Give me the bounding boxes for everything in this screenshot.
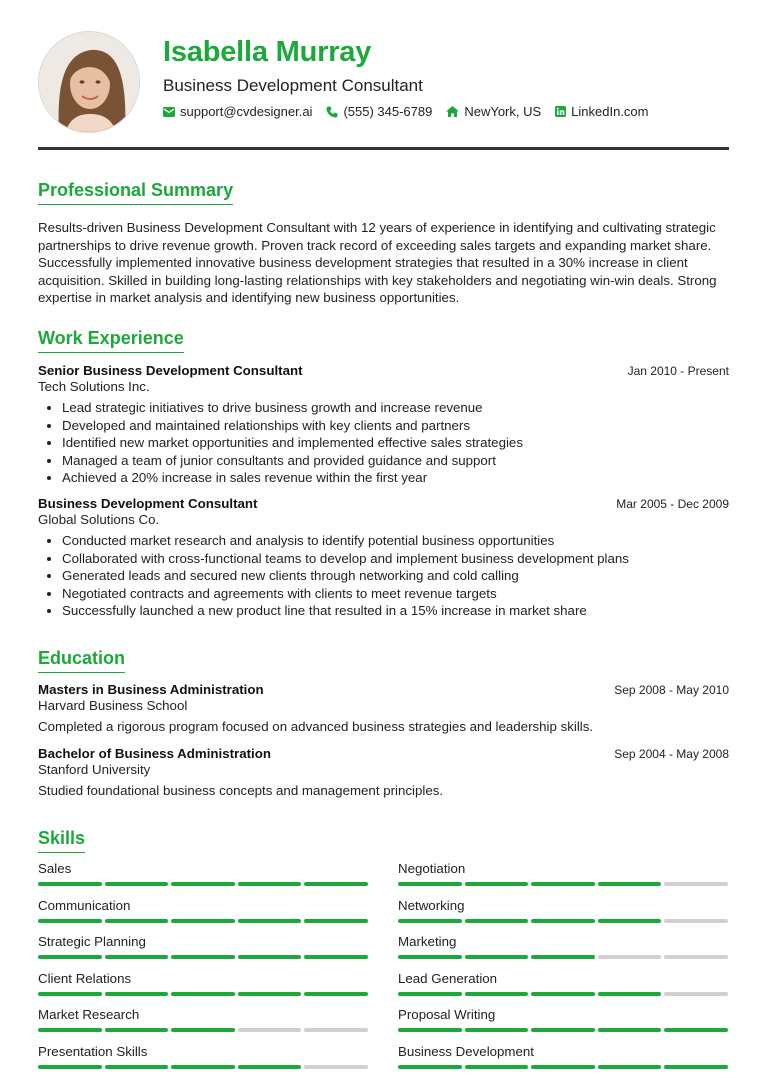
skill-item (38, 934, 368, 971)
skill-level-filled (598, 882, 662, 886)
skill-level-filled (38, 992, 102, 996)
contact-location-text: NewYork, US (464, 104, 542, 119)
skill-level-bar (38, 1065, 368, 1069)
skill-name: Negotiation (398, 861, 466, 876)
skill-level-filled (304, 919, 368, 923)
skill-level-filled (238, 1065, 302, 1069)
skill-level-filled (38, 882, 102, 886)
skill-level-filled (398, 992, 462, 996)
skill-level-filled (105, 992, 169, 996)
job-bullet: Negotiated contracts and agreements with clients to meet revenue targets (38, 585, 729, 603)
education-section (38, 648, 729, 799)
summary-section (38, 180, 729, 307)
skill-level-filled (304, 992, 368, 996)
degree-date: Sep 2008 - May 2010 (614, 683, 729, 697)
contact-phone-text: (555) 345-6789 (343, 104, 433, 119)
skill-item (398, 1007, 728, 1044)
education-heading: Education (38, 648, 125, 673)
skill-level-filled (398, 955, 462, 959)
skill-item (38, 861, 368, 898)
skill-level-empty (598, 955, 662, 959)
job-date: Mar 2005 - Dec 2009 (616, 496, 729, 511)
skill-item (38, 971, 368, 1008)
degree-title: Masters in Business Administration (38, 682, 264, 697)
skill-level-filled (465, 955, 529, 959)
resume-header (38, 0, 729, 148)
skill-name: Networking (398, 897, 465, 913)
skill-item (398, 1044, 728, 1078)
skill-item (398, 861, 728, 898)
job-company: Tech Solutions Inc. (38, 379, 150, 394)
skill-item (38, 898, 368, 935)
skill-name: Business Development (398, 1043, 534, 1059)
job-bullet: Identified new market opportunities and implemented effective sales strategies (38, 434, 729, 452)
skill-level-empty (664, 919, 728, 923)
skill-item (398, 934, 728, 971)
skill-level-bar (38, 992, 368, 996)
contact-location (446, 104, 541, 119)
skill-level-filled (598, 1065, 662, 1069)
skill-level-filled (238, 919, 302, 923)
skill-name: Sales (38, 861, 72, 876)
skill-level-filled (304, 882, 368, 886)
skill-level-bar (398, 1065, 728, 1069)
skill-level-filled (398, 882, 462, 886)
candidate-name: Isabella Murray (163, 36, 372, 68)
contact-phone[interactable] (326, 104, 432, 119)
degree-description: Studied foundational business concepts and management principles. (38, 782, 444, 798)
contact-linkedin-text: LinkedIn.com (571, 104, 649, 119)
job-bullet: Generated leads and secured new clients through networking and cold calling (38, 567, 729, 585)
home-icon (446, 106, 459, 117)
skill-level-empty (664, 955, 728, 959)
degree-date: Sep 2004 - May 2008 (614, 746, 729, 761)
skill-level-filled (171, 992, 235, 996)
skill-level-filled (531, 955, 595, 959)
skill-level-bar (398, 955, 728, 959)
experience-section (38, 328, 729, 620)
skill-item (398, 971, 728, 1008)
skill-level-filled (531, 919, 595, 923)
skill-name: Strategic Planning (38, 934, 146, 950)
skill-level-filled (531, 992, 595, 996)
experience-heading: Work Experience (38, 328, 184, 353)
job-bullet: Managed a team of junior consultants and provided guidance and support (38, 452, 729, 470)
skill-level-bar (398, 919, 728, 923)
job-bullet: Conducted market research and analysis to identify potential business opportunities (38, 532, 729, 550)
school-name: Stanford University (38, 761, 151, 777)
candidate-title: Business Development Consultant (163, 76, 423, 95)
job-bullet: Collaborated with cross-functional teams to develop and implement business development plans (38, 550, 729, 568)
skill-name: Marketing (398, 934, 457, 950)
skill-level-empty (304, 1028, 368, 1032)
job-bullet: Successfully launched a new product line that resulted in a 15% increase in market share (38, 602, 729, 620)
skill-level-filled (664, 1028, 728, 1032)
degree-title: Bachelor of Business Administration (38, 745, 271, 761)
skill-level-bar (398, 882, 728, 886)
skill-level-filled (598, 919, 662, 923)
skill-name: Presentation Skills (38, 1043, 148, 1059)
phone-icon (326, 106, 338, 118)
skill-level-filled (171, 1028, 235, 1032)
job-bullet: Developed and maintained relationships with key clients and partners (38, 417, 729, 435)
education-entry (38, 746, 729, 800)
skill-level-filled (465, 1065, 529, 1069)
skill-item (38, 1007, 368, 1044)
skill-level-bar (38, 919, 368, 923)
skill-level-bar (398, 1028, 728, 1032)
education-entry (38, 682, 729, 736)
skill-level-filled (38, 1065, 102, 1069)
skill-level-filled (238, 955, 302, 959)
skill-level-filled (105, 882, 169, 886)
skill-name: Lead Generation (398, 970, 498, 986)
skill-level-filled (171, 882, 235, 886)
skill-level-filled (105, 955, 169, 959)
skill-item (398, 898, 728, 935)
skills-heading: Skills (38, 828, 85, 853)
skill-level-empty (238, 1028, 302, 1032)
job-entry (38, 496, 729, 620)
skill-level-bar (38, 1028, 368, 1032)
skill-level-filled (531, 882, 595, 886)
skill-name: Client Relations (38, 970, 132, 986)
skill-level-filled (171, 919, 235, 923)
skill-level-empty (304, 1065, 368, 1069)
skill-level-filled (531, 1028, 595, 1032)
skill-level-filled (105, 1028, 169, 1032)
skill-name: Proposal Writing (398, 1007, 496, 1023)
skill-level-filled (38, 1028, 102, 1032)
job-title: Business Development Consultant (38, 495, 258, 511)
skill-level-bar (398, 992, 728, 996)
email-icon (163, 107, 175, 117)
job-bullets (38, 532, 729, 620)
skills-section (38, 828, 729, 1078)
skill-level-bar (38, 955, 368, 959)
job-company: Global Solutions Co. (38, 511, 160, 527)
summary-text: Results-driven Business Development Consultant with 12 years of experience in identifying and cultivating strategic partnerships to drive revenue growth. Proven track record of exceeding sales targets and expanding market share. Successfully implemented innovative business development strategies that resulted in a 30% increase in client acquisition. Skilled in building long-lasting relationships with key stakeholders and negotiating win-win deals. Strong expertise in market analysis and identifying new business opportunities. (38, 220, 717, 306)
skill-level-filled (465, 1028, 529, 1032)
skill-level-filled (238, 882, 302, 886)
skill-level-filled (465, 919, 529, 923)
contact-email-text: support@cvdesigner.ai (180, 104, 313, 119)
skill-level-filled (38, 919, 102, 923)
skill-level-filled (38, 955, 102, 959)
skill-name: Communication (38, 897, 131, 913)
job-date: Jan 2010 - Present (627, 364, 729, 378)
skill-level-filled (598, 1028, 662, 1032)
header-divider (38, 147, 729, 150)
skills-grid (38, 861, 729, 1078)
job-bullet: Lead strategic initiatives to drive business growth and increase revenue (38, 399, 729, 417)
skill-level-filled (171, 1065, 235, 1069)
school-name: Harvard Business School (38, 698, 188, 713)
skill-level-filled (465, 882, 529, 886)
skill-name: Market Research (38, 1007, 140, 1023)
contact-linkedin[interactable] (555, 104, 648, 119)
contact-row (163, 104, 663, 119)
contact-email[interactable] (163, 104, 312, 119)
summary-heading: Professional Summary (38, 180, 233, 205)
skill-level-filled (531, 1065, 595, 1069)
skill-level-bar (38, 882, 368, 886)
skill-level-filled (398, 1028, 462, 1032)
skill-level-filled (398, 1065, 462, 1069)
skill-level-filled (598, 992, 662, 996)
skill-level-filled (238, 992, 302, 996)
skill-level-filled (465, 992, 529, 996)
job-title: Senior Business Development Consultant (38, 363, 303, 378)
degree-description: Completed a rigorous program focused on advanced business strategies and leadership skills. (38, 719, 594, 734)
job-entry (38, 363, 729, 487)
job-bullets (38, 399, 729, 487)
skill-level-empty (664, 882, 728, 886)
skill-level-filled (105, 919, 169, 923)
skill-level-filled (398, 919, 462, 923)
skill-item (38, 1044, 368, 1078)
skill-level-filled (105, 1065, 169, 1069)
skill-level-empty (664, 992, 728, 996)
skill-level-filled (171, 955, 235, 959)
resume-page (38, 0, 729, 1059)
skill-level-filled (664, 1065, 728, 1069)
job-bullet: Achieved a 20% increase in sales revenue within the first year (38, 469, 729, 487)
skill-level-filled (304, 955, 368, 959)
linkedin-icon (555, 106, 566, 117)
profile-photo (38, 31, 140, 133)
